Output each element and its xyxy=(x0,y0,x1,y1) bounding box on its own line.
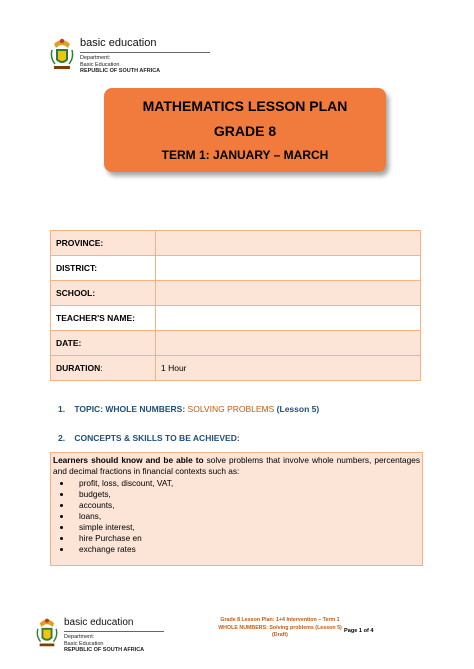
page-number: Page 1 of 4 xyxy=(344,628,374,634)
table-row xyxy=(51,256,421,281)
term-label: TERM 1: JANUARY – MARCH xyxy=(161,148,329,162)
table-row xyxy=(51,281,421,306)
date-field[interactable] xyxy=(156,331,421,356)
footer-dept-line-3: REPUBLIC OF SOUTH AFRICA xyxy=(64,647,145,654)
school-label: SCHOOL: xyxy=(51,281,156,306)
table-row xyxy=(51,356,421,381)
section-1-number: 1. xyxy=(58,404,66,414)
dept-line-3: REPUBLIC OF SOUTH AFRICA xyxy=(80,68,161,75)
header-logo xyxy=(50,36,250,76)
table-row xyxy=(51,231,421,256)
skills-intro-text: solve problems that involve whole numbers, percentages and decimal fractions in financial contexts such as: xyxy=(53,455,420,477)
list-item: profit, loss, discount, VAT, xyxy=(53,478,420,489)
grade-label: GRADE 8 xyxy=(213,123,277,139)
skills-list xyxy=(53,478,420,555)
list-item: budgets, xyxy=(53,489,420,500)
lesson-info-table xyxy=(50,230,421,381)
teacher-name-field[interactable] xyxy=(156,306,421,331)
footer-logo xyxy=(36,616,196,660)
teacher-name-label: TEACHER'S NAME: xyxy=(51,306,156,331)
coat-of-arms-icon xyxy=(50,36,74,72)
skills-intro xyxy=(53,455,420,477)
dept-line-1: Department: xyxy=(80,55,111,61)
table-row xyxy=(51,331,421,356)
dept-line-2: Basic Education xyxy=(80,61,120,68)
footer-line-3: (Draft) xyxy=(272,632,288,639)
section-concepts xyxy=(58,433,240,443)
section-2-number: 2. xyxy=(58,433,66,443)
footer-line-2: WHOLE NUMBERS: Solving problems (Lesson 5) xyxy=(218,624,342,631)
brand-name: basic education xyxy=(80,37,157,49)
duration-colon: : xyxy=(100,363,103,373)
duration-label: DURATION xyxy=(56,363,101,373)
topic-prefix: TOPIC: WHOLE NUMBERS: xyxy=(74,404,186,414)
list-item: loans, xyxy=(53,511,420,522)
footer-dept-line-1: Department: xyxy=(64,634,95,640)
title-banner xyxy=(104,88,386,172)
footer-line-1: Grade 8 Lesson Plan: 1+4 Intervention – Term 1 xyxy=(220,617,340,623)
concepts-heading: CONCEPTS & SKILLS TO BE ACHIEVED: xyxy=(74,433,240,443)
footer-dept-line-2: Basic Education xyxy=(64,640,104,647)
list-item: hire Purchase en xyxy=(53,533,420,544)
footer-info xyxy=(200,617,360,640)
district-label: DISTRICT: xyxy=(51,256,156,281)
table-row xyxy=(51,306,421,331)
coat-of-arms-icon xyxy=(36,616,58,649)
skills-box xyxy=(50,452,423,566)
footer-brand-name: basic education xyxy=(64,617,134,628)
province-field[interactable] xyxy=(156,231,421,256)
lesson-number: (Lesson 5) xyxy=(276,404,320,414)
section-topic xyxy=(58,404,319,414)
date-label: DATE: xyxy=(51,331,156,356)
school-field[interactable] xyxy=(156,281,421,306)
district-field[interactable] xyxy=(156,256,421,281)
topic-name: SOLVING PROBLEMS xyxy=(185,404,277,414)
list-item: simple interest, xyxy=(53,522,420,533)
skills-intro-bold: Learners should know and be able to xyxy=(53,455,204,465)
list-item: exchange rates xyxy=(53,544,420,555)
province-label: PROVINCE: xyxy=(51,231,156,256)
document-title: MATHEMATICS LESSON PLAN xyxy=(142,98,348,114)
duration-value: 1 Hour xyxy=(156,356,421,381)
list-item: accounts, xyxy=(53,500,420,511)
